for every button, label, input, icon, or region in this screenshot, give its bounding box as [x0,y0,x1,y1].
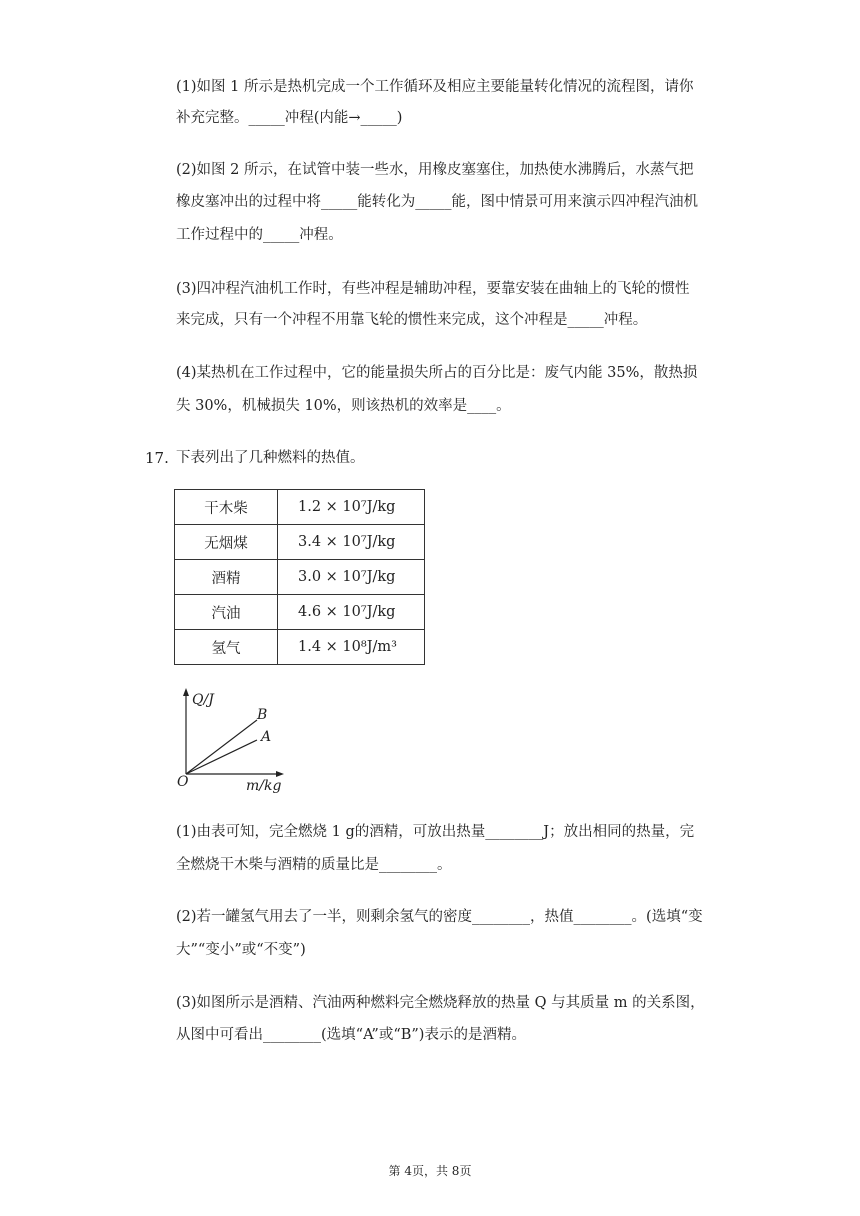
fuel-value: 4.6 × 10⁷J/kg [278,595,425,630]
question-number: 17. [145,449,169,467]
line-b-label: B [257,707,268,723]
page-footer: 第 4页，共 8页 [388,1164,472,1178]
x-axis-label: m/kg [246,778,282,794]
q16-sub1-line2: 补充完整。_____冲程(内能→_____) [176,110,403,126]
q17-sub1-line1: (1)由表可知，完全燃烧 1 g的酒精，可放出热量________J；放出相同的热量，完 [176,824,695,840]
q17-sub1-line2: 全燃烧干木柴与酒精的质量比是________。 [176,857,452,873]
q16-sub4-line2: 失 30%，机械损失 10%，则该热机的效率是____。 [176,398,511,414]
fuel-name: 汽油 [175,595,278,630]
q16-sub1-line1: (1)如图 1 所示是热机完成一个工作循环及相应主要能量转化情况的流程图，请你 [176,79,694,95]
y-axis-label: Q/J [192,692,214,708]
q17-sub3-line2: 从图中可看出________(选填“A”或“B”)表示的是酒精。 [176,1027,526,1043]
table-row [175,595,425,630]
x-axis-arrow [276,771,284,777]
fuel-value: 3.4 × 10⁷J/kg [278,525,425,560]
fuel-name: 酒精 [175,560,278,595]
table-row [175,490,425,525]
fuel-name: 无烟煤 [175,525,278,560]
q16-sub4-line1: (4)某热机在工作过程中，它的能量损失所占的百分比是：废气内能 35%，散热损 [176,365,698,381]
line-b [186,720,257,774]
q-m-graph [172,686,292,796]
fuel-heat-value-table [174,489,425,665]
origin-label: O [177,774,189,790]
q17-sub2-line1: (2)若一罐氢气用去了一半，则剩余氢气的密度________，热值________。(选填“变 [176,909,703,925]
q17-sub2-line2: 大”“变小”或“不变”) [176,942,306,958]
fuel-value: 1.2 × 10⁷J/kg [278,490,425,525]
line-a-label: A [261,729,272,745]
fuel-value: 1.4 × 10⁸J/m³ [278,630,425,665]
q16-sub2-line2: 橡皮塞冲出的过程中将_____能转化为_____能，图中情景可用来演示四冲程汽油机 [176,194,698,210]
fuel-value: 3.0 × 10⁷J/kg [278,560,425,595]
y-axis-arrow [183,688,189,696]
fuel-name: 干木柴 [175,490,278,525]
table-row [175,630,425,665]
fuel-name: 氢气 [175,630,278,665]
question-intro: 下表列出了几种燃料的热值。 [176,450,365,466]
line-a [186,740,257,774]
q17-sub3-line1: (3)如图所示是酒精、汽油两种燃料完全燃烧释放的热量 Q 与其质量 m 的关系图， [176,995,705,1011]
table-row [175,525,425,560]
q16-sub2-line1: (2)如图 2 所示，在试管中装一些水，用橡皮塞塞住，加热使水沸腾后，水蒸气把 [176,162,694,178]
table-row [175,560,425,595]
q16-sub3-line2: 来完成，只有一个冲程不用靠飞轮的惯性来完成，这个冲程是_____冲程。 [176,312,648,328]
q16-sub3-line1: (3)四冲程汽油机工作时，有些冲程是辅助冲程，要靠安装在曲轴上的飞轮的惯性 [176,281,690,297]
q16-sub2-line3: 工作过程中的_____冲程。 [176,227,343,243]
